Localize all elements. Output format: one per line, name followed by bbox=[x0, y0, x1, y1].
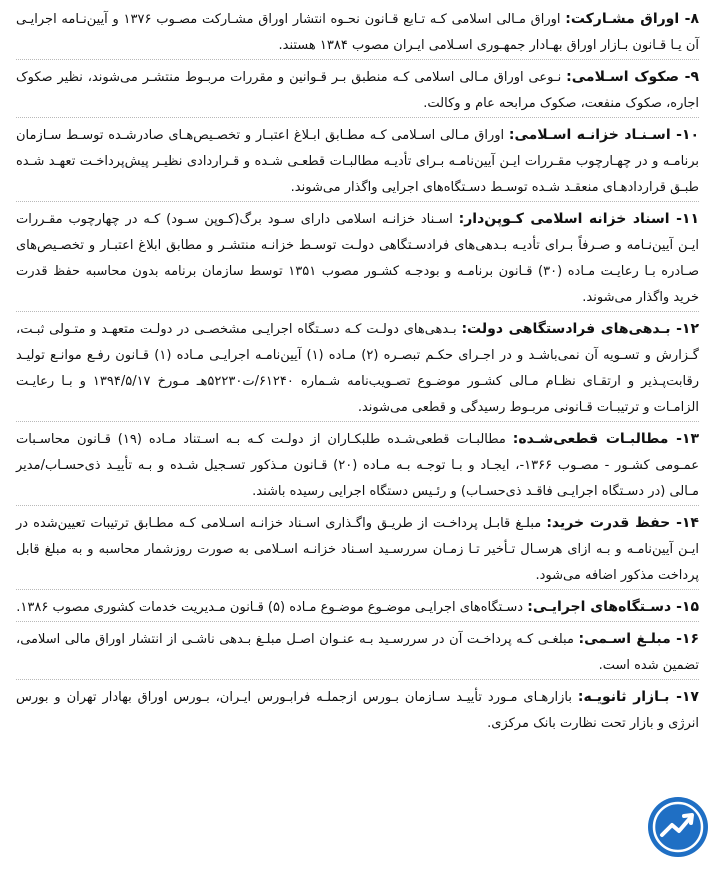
trend-logo-icon bbox=[644, 793, 712, 861]
definition-term: ۱۲- بـدهی‌های فرادستگاهی دولت: bbox=[461, 321, 699, 337]
definition-term: ۱۷- بـازار ثانویـه: bbox=[577, 689, 699, 705]
definition-term: ۱۱- اسناد خزانه اسلامی کـوپن‌دار: bbox=[458, 211, 699, 227]
definitions-list bbox=[16, 6, 699, 741]
definition-8 bbox=[16, 6, 699, 60]
definition-term: ۸- اوراق مشـارکت: bbox=[565, 11, 700, 27]
definition-body: مبلـغ قابـل پرداخـت از طریـق واگـذاری اسـناد خزانـه اسـلامی کـه مطـابق ترتیبات تعیین‌شده در ایـن آیین‌نامـه و بـه ازای هرسـال تـأخیر تـا زمـان سررسـید اسـناد خزانـه اسـلامی به صورت روزشمار محاسبه و به مبلغ قابل پرداخت مذکور اضافه می‌شود. bbox=[16, 516, 699, 583]
definition-body: اوراق مـالی اسـلامی کـه مطـابق ابـلاغ اعتبـار و تخصـیص‌هـای صادرشـده توسـط سـازمان برنامـه و در چهـارچوب مقـررات ایـن آیین‌نامـه بـرای تأدیـه مطالبـات قطعـی شـده و قـراردادی نظیـر پیش‌پرداخـت تعهـد شـده طبـق قراردادهـای منعقـد شـده توسـط دسـتگاه‌های اجرایی واگذار می‌شوند. bbox=[16, 128, 699, 195]
definition-14 bbox=[16, 510, 699, 590]
definition-10 bbox=[16, 122, 699, 202]
definition-11 bbox=[16, 206, 699, 312]
definition-body: دسـتگاه‌های اجرایـی موضـوع موضـوع مـاده (۵) قـانون مـدیریت خدمات کشوری مصوب ۱۳۸۶. bbox=[16, 600, 528, 615]
definition-15 bbox=[16, 594, 699, 622]
definition-13 bbox=[16, 426, 699, 506]
definition-16 bbox=[16, 626, 699, 680]
definition-body: مبلغـی کـه پرداخـت آن در سررسـید بـه عنـوان اصـل مبلـغ بـدهی ناشـی از انتشار اوراق مالی اسلامی، تضمین شده است. bbox=[16, 632, 699, 673]
definition-term: ۹- صکوک اسـلامی: bbox=[566, 69, 699, 85]
definition-term: ۱۶- مبلـغ اسـمی: bbox=[578, 631, 699, 647]
definition-17 bbox=[16, 684, 699, 737]
definition-term: ۱۳- مطالبـات قطعی‌شـده: bbox=[512, 431, 700, 447]
definition-body: نـوعی اوراق مـالی اسلامی کـه منطبق بـر قـوانین و مقررات مربـوط منتشـر می‌شوند، نظیر صکوک اجاره، صکوک منفعت، صکوک مرابحه عام و وکالت. bbox=[16, 70, 699, 111]
definition-term: ۱۵- دسـتگاه‌های اجرایـی: bbox=[527, 599, 699, 615]
definition-term: ۱۴- حفظ قدرت خرید: bbox=[546, 515, 699, 531]
logo-circle bbox=[648, 797, 708, 857]
definition-body: مطالبـات قطعی‌شـده طلبکـاران از دولـت کـه بـه اسـتناد مـاده (۱۹) قـانون محاسـبات عمـومی کشـور - مصـوب ۱۳۶۶-، ایجـاد و بـا توجـه بـه مـاده (۲۰) قـانون مـذکور تسـجیل شـده و بـه تأییـد ذی‌حسـاب/مدیر مـالی (در دسـتگاه اجرایـی فاقـد ذی‌حسـاب) و رئـیس دستگاه اجرایی رسیده باشند. bbox=[16, 432, 699, 499]
definition-body: بـدهی‌های دولـت کـه دسـتگاه اجرایـی مشخصـی در دولـت متعهـد و متـولی ثبـت، گـزارش و تسـویه آن نمی‌باشـد و در اجـرای حکـم تبصـره (۲) مـاده (۱) آیین‌نامـه اجرایـی مـاده (۱) قـانون رفـع موانـع تولیـد رقابت‌پـذیر و ارتقـای نظـام مـالی کشـور موضـوع تصـویب‌نامه شـماره ۶۱۲۴۰/ت۵۲۲۳۰هـ مـورخ ۱۳۹۴/۵/۱۷ و بـا رعایـت الزامـات و ترتیبـات قـانونی مربـوط رسیدگی و قطعی می‌شوند. bbox=[16, 322, 700, 415]
definition-body: بازارهـای مـورد تأییـد سـازمان بـورس ازجملـه فرابـورس ایـران، بـورس اوراق بهادار تهران و بورس انرژی و بازار تحت نظارت بانک مرکزی. bbox=[16, 690, 699, 731]
definition-body: اوراق مـالی اسلامی کـه تـابع قـانون نحـوه انتشار اوراق مشـارکت مصـوب ۱۳۷۶ و آیین‌نـامه اجرایـی آن یـا قـانون بـازار اوراق بهـادار جمهـوری اسـلامی ایـران مصوب ۱۳۸۴ هستند. bbox=[16, 12, 699, 53]
definition-12 bbox=[16, 316, 699, 422]
definition-body: اسـناد خزانـه اسلامی دارای سـود برگ(کـوپن سـود) کـه در چهارچوب مقـررات ایـن آیین‌نـامه و صـرفاً بـرای تأدیـه بـدهی‌های فرادسـتگاهی دولـت توسـط خزانـه منتشـر و مطابق ابلاغ اعتبـار و تخصـیص‌های صـادره بـا رعایـت مـاده (۳۰) قـانون برنامـه و بودجـه کشـور مصوب ۱۳۵۱ توسط سازمان برنامه بدون محاسبه حفظ قدرت خرید واگذار می‌شوند. bbox=[16, 212, 699, 305]
definition-9 bbox=[16, 64, 699, 118]
definition-term: ۱۰- اسـنـاد خزانـه اسـلامی: bbox=[508, 127, 699, 143]
